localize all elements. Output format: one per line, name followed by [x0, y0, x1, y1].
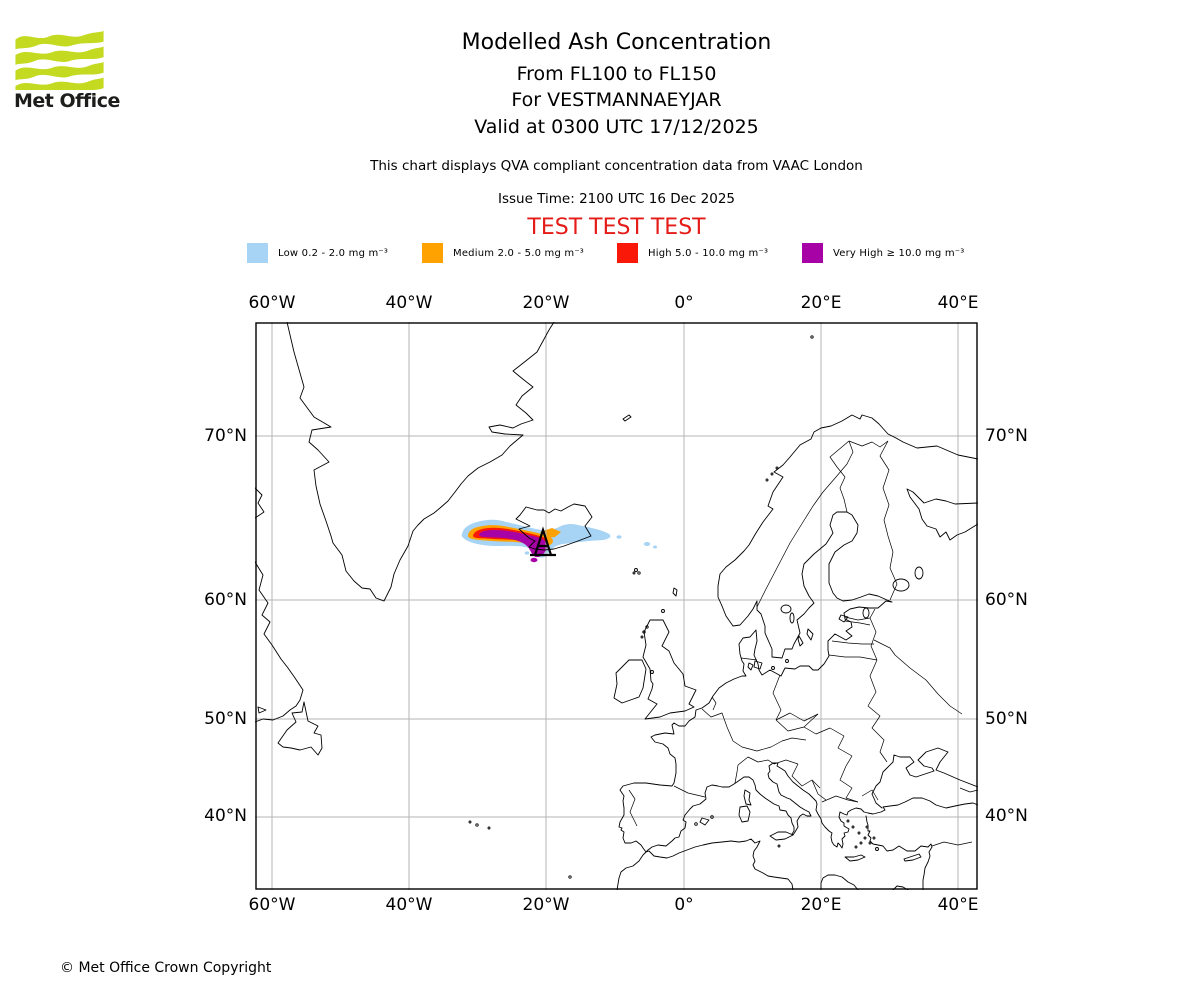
subtitle-flight-levels: From FL100 to FL150	[516, 63, 717, 85]
legend-swatch-very-high	[802, 243, 823, 263]
lon-tick-bottom-0: 0°	[674, 895, 694, 915]
wave-band-1	[15, 31, 103, 49]
lon-tick-bottom-40e: 40°E	[937, 895, 979, 915]
lat-tick-right-50n: 50°N	[985, 709, 1028, 729]
subtitle-volcano: For VESTMANNAEYJAR	[511, 89, 722, 111]
copyright-notice: © Met Office Crown Copyright	[60, 960, 272, 976]
lat-tick-left-60n: 60°N	[204, 590, 247, 610]
small-islands	[469, 336, 921, 878]
coast-anticosti	[258, 707, 266, 713]
lat-tick-left-50n: 50°N	[204, 709, 247, 729]
met-office-wordmark: Met Office	[14, 90, 120, 112]
lon-tick-bottom-40w: 40°W	[385, 895, 433, 915]
wave-band-3	[15, 62, 103, 80]
subtitle-valid-time: Valid at 0300 UTC 17/12/2025	[474, 116, 759, 138]
plume-very-high-blob	[531, 558, 538, 562]
lon-tick-top-40w: 40°W	[385, 293, 433, 313]
legend-label-high: High 5.0 - 10.0 mg m⁻³	[648, 247, 769, 259]
legend-label-medium: Medium 2.0 - 5.0 mg m⁻³	[453, 247, 585, 259]
coast-anatolia-levant	[866, 816, 932, 890]
lat-tick-left-40n: 40°N	[204, 806, 247, 826]
legend-label-very-high: Very High ≥ 10.0 mg m⁻³	[833, 247, 965, 259]
page-title: Modelled Ash Concentration	[461, 30, 772, 55]
plume-low-fragment	[644, 542, 650, 546]
lat-tick-right-70n: 70°N	[985, 426, 1028, 446]
coastlines	[255, 322, 978, 890]
lon-tick-bottom-20w: 20°W	[522, 895, 570, 915]
coast-greenland	[287, 322, 554, 601]
issue-time: Issue Time: 2100 UTC 16 Dec 2025	[497, 191, 736, 207]
plume-low-fragment	[653, 546, 657, 549]
wave-band-4	[15, 77, 103, 90]
lon-tick-top-20w: 20°W	[522, 293, 570, 313]
lat-tick-left-70n: 70°N	[204, 426, 247, 446]
coast-north-africa-west	[617, 839, 793, 890]
plume-low-fragment	[525, 551, 529, 554]
legend-item-very-high	[802, 243, 965, 263]
graticule	[255, 322, 978, 890]
legend-item-high	[617, 243, 768, 263]
lat-tick-right-40n: 40°N	[985, 806, 1028, 826]
coast-north-africa-cyrenaica	[821, 875, 858, 890]
wave-band-2	[15, 46, 103, 64]
test-banner: TEST TEST TEST	[527, 215, 706, 240]
coast-continental-europe	[619, 415, 978, 852]
lon-tick-bottom-20e: 20°E	[800, 895, 842, 915]
coast-ireland	[614, 660, 646, 703]
plume-low-fragment	[617, 535, 622, 539]
legend-swatch-low	[247, 243, 268, 263]
coast-labrador	[255, 562, 303, 722]
coast-white-sea	[907, 489, 978, 540]
met-office-logo	[14, 28, 124, 94]
coast-great-britain	[643, 620, 696, 719]
lon-tick-top-20e: 20°E	[800, 293, 842, 313]
legend-item-low	[247, 243, 388, 263]
lon-tick-top-0: 0°	[674, 293, 694, 313]
lon-tick-top-40e: 40°E	[937, 293, 979, 313]
map-frame	[256, 323, 977, 889]
lat-tick-right-60n: 60°N	[985, 590, 1028, 610]
qva-note: This chart displays QVA compliant concentration data from VAAC London	[370, 158, 863, 174]
lon-tick-bottom-60w: 60°W	[248, 895, 296, 915]
ash-concentration-map	[255, 322, 978, 890]
met-office-waves-icon	[14, 28, 106, 90]
legend-swatch-medium	[422, 243, 443, 263]
country-borders	[629, 441, 978, 846]
legend-item-medium	[422, 243, 584, 263]
lon-tick-top-60w: 60°W	[248, 293, 296, 313]
legend-label-low: Low 0.2 - 2.0 mg m⁻³	[278, 247, 389, 259]
coast-newfoundland	[278, 702, 322, 755]
legend-swatch-high	[617, 243, 638, 263]
